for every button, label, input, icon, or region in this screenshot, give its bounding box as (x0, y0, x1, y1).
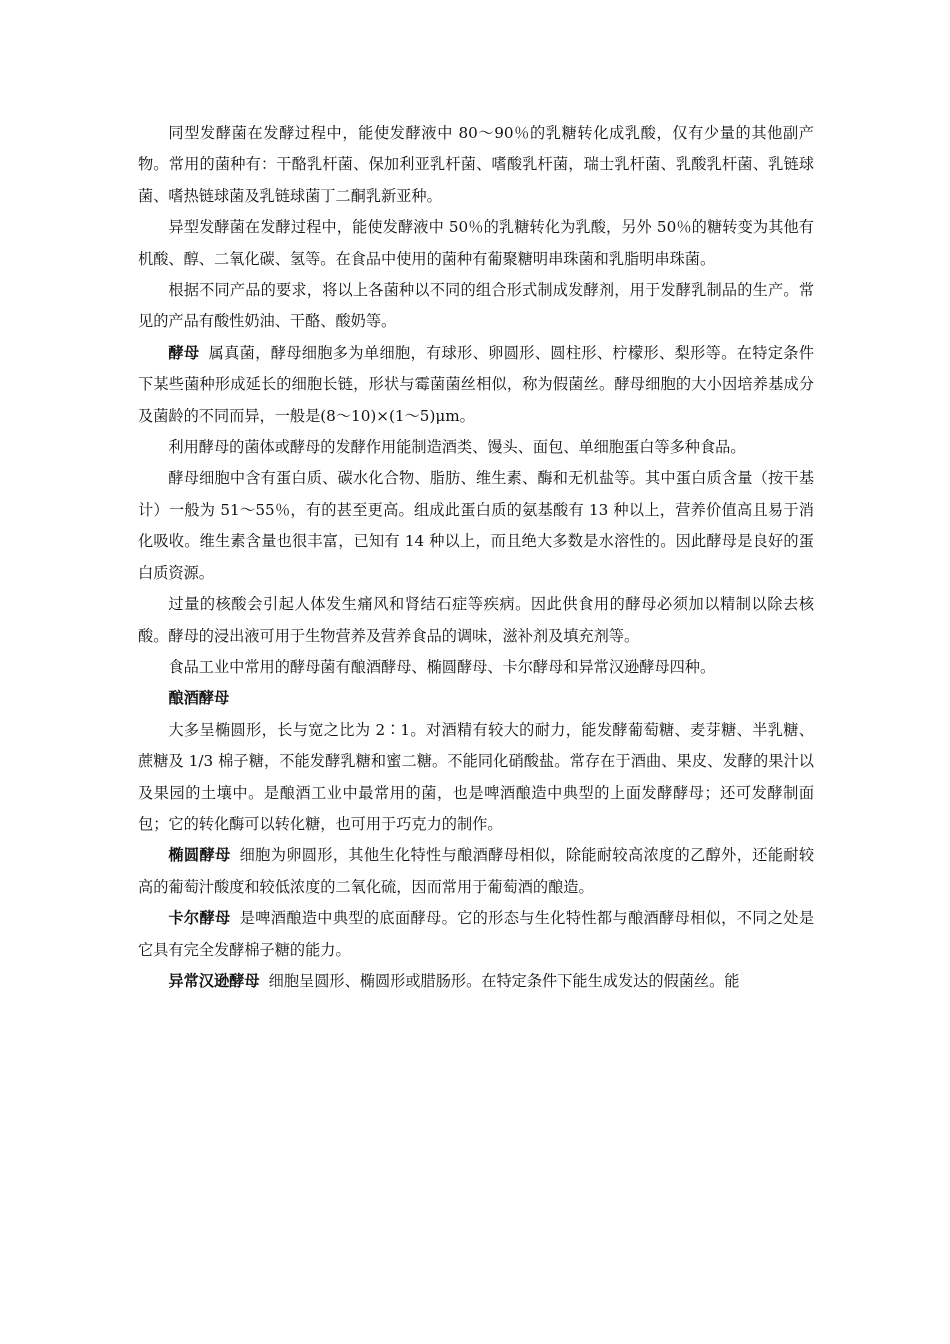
paragraph-3 (138, 275, 814, 338)
heading-brewing-yeast (138, 683, 814, 714)
paragraph-text: 细胞为卵圆形，其他生化特性与酿酒酵母相似，除能耐较高浓度的乙醇外，还能耐较高的葡萄汁酸度和较低浓度的二氧化硫，因而常用于葡萄酒的酿造。 (138, 846, 815, 896)
paragraph-7 (138, 589, 814, 652)
paragraph-text: 是啤酒酿造中典型的底面酵母。它的形态与生化特性都与酿酒酵母相似，不同之处是它具有完全发酵棉子糖的能力。 (138, 909, 815, 959)
paragraph-text: 大多呈椭圆形，长与宽之比为 2∶1。对酒精有较大的耐力，能发酵葡萄糖、麦芽糖、半乳糖、蔗糖及 1/3 棉子糖，不能发酵乳糖和蜜二糖。不能同化硝酸盐。常存在于酒曲、果皮、发酵的果汁以及果园的土壤中。是酿酒工业中最常用的菌，也是啤酒酿造中典型的上面发酵酵母；还可发酵制面包；它的转化酶可以转化糖，也可用于巧克力的制作。 (138, 720, 814, 833)
paragraph-text: 同型发酵菌在发酵过程中，能使发酵液中 80～90％的乳糖转化成乳酸，仅有少量的其他副产物。常用的菌种有：干酪乳杆菌、保加利亚乳杆菌、嗜酸乳杆菌，瑞士乳杆菌、乳酸乳杆菌、乳链球菌、嗜热链球菌及乳链球菌丁二酮乳新亚种。 (138, 124, 814, 205)
paragraph-text: 根据不同产品的要求，将以上各菌种以不同的组合形式制成发酵剂，用于发酵乳制品的生产。常见的产品有酸性奶油、干酪、酸奶等。 (138, 281, 814, 331)
paragraph-10 (138, 715, 814, 841)
paragraph-8 (138, 652, 814, 683)
paragraph-text: 食品工业中常用的酵母菌有酿酒酵母、椭圆酵母、卡尔酵母和异常汉逊酵母四种。 (168, 657, 716, 676)
paragraph-1 (138, 118, 814, 212)
term-hansenula-yeast: 异常汉逊酵母 (168, 971, 260, 990)
paragraph-text: 利用酵母的菌体或酵母的发酵作用能制造酒类、馒头、面包、单细胞蛋白等多种食品。 (168, 438, 746, 457)
paragraph-text: 异型发酵菌在发酵过程中，能使发酵液中 50％的乳糖转化为乳酸，另外 50％的糖转变为其他有机酸、醇、二氧化碳、氢等。在食品中使用的菌种有葡聚糖明串珠菌和乳脂明串珠菌。 (138, 218, 814, 268)
paragraph-5 (138, 432, 814, 463)
term-carlsberg-yeast: 卡尔酵母 (168, 909, 231, 928)
paragraph-2 (138, 212, 814, 275)
paragraph-carlsberg-yeast (138, 903, 814, 966)
paragraph-yeast (138, 338, 814, 432)
paragraph-text: 细胞呈圆形、椭圆形或腊肠形。在特定条件下能生成发达的假菌丝。能 (268, 971, 740, 990)
document-body (138, 118, 814, 997)
paragraph-text: 属真菌，酵母细胞多为单细胞，有球形、卵圆形、圆柱形、柠檬形、梨形等。在特定条件下某些菌种形成延长的细胞长链，形状与霉菌菌丝相似，称为假菌丝。酵母细胞的大小因培养基成分及菌龄的不同而异，一般是(8～10)×(1～5)μm。 (138, 343, 815, 425)
heading-text: 酿酒酵母 (168, 689, 230, 708)
paragraph-hansenula-yeast (138, 966, 814, 997)
paragraph-text: 酵母细胞中含有蛋白质、碳水化合物、脂肪、维生素、酶和无机盐等。其中蛋白质含量（按干基计）一般为 51～55％，有的甚至更高。组成此蛋白质的氨基酸有 13 种以上，营养价值高且易于消化吸收。维生素含量也很丰富，已知有 14 种以上，而且绝大多数是水溶性的。因此酵母是良好的蛋白质资源。 (138, 469, 814, 582)
term-yeast: 酵母 (168, 343, 200, 362)
paragraph-text: 过量的核酸会引起人体发生痛风和肾结石症等疾病。因此供食用的酵母必须加以精制以除去核酸。酵母的浸出液可用于生物营养及营养食品的调味，滋补剂及填充剂等。 (138, 595, 814, 645)
paragraph-6 (138, 463, 814, 589)
term-ellipsoid-yeast: 椭圆酵母 (168, 846, 231, 865)
paragraph-ellipsoid-yeast (138, 840, 814, 903)
